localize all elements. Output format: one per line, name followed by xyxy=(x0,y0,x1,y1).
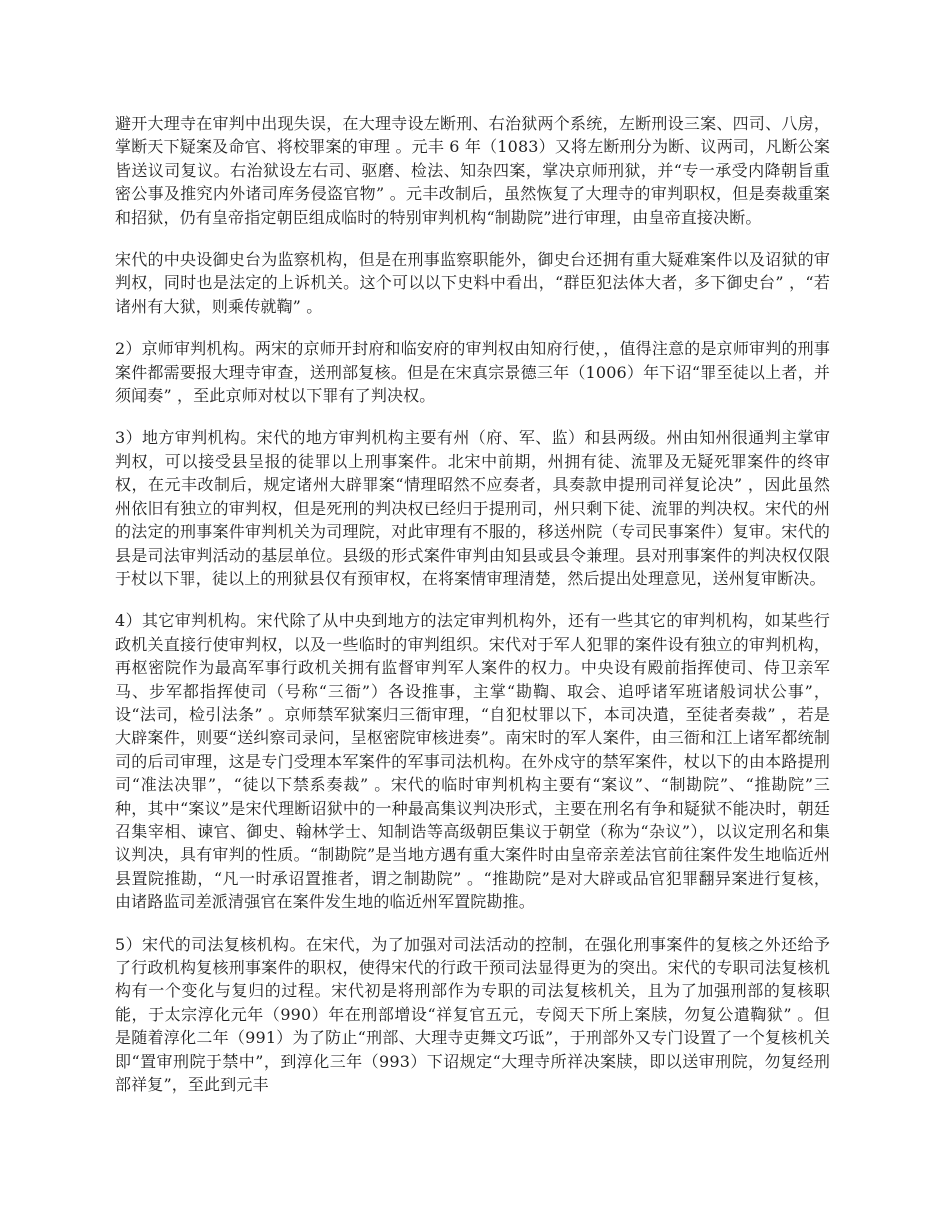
paragraph-review-bodies: 5）宋代的司法复核机构。在宋代，为了加强对司法活动的控制，在强化刑事案件的复核之外还给予了行政机构复核刑事案件的职权，使得宋代的行政干预司法显得更为的突出。宋代的专职司法复核机构有一个变化与复归的过程。宋代初是将刑部作为专职的司法复核机关，且为了加强刑部的复核职能，于太宗淳化元年（990）年在刑部增设“祥复官五元，专阅天下所上案牍，勿复公遣鞫狱” 。但是随着淳化二年（991）为了防止“刑部、大理寺吏舞文巧诋”，于刑部外又专门设置了一个复核机关即“置审刑院于禁中”，到淳化三年（993）下诏规定“大理寺所祥决案牍，即以送审刑院，勿复经刑部祥复”，至此到元丰 xyxy=(115,934,830,1095)
paragraph-local-courts: 3）地方审判机构。宋代的地方审判机构主要有州（府、军、监）和县两级。州由知州很通判主掌审判权，可以接受县呈报的徒罪以上刑事案件。北宋中前期，州拥有徒、流罪及无疑死罪案件的终审权，在元丰改制后，规定诸州大辟罪案“情理昭然不应奏者，具奏款申提刑司祥复论决” ，因此虽然州依旧有独立的审判权，但是死刑的判决权已经归于提刑司，州只剩下徒、流罪的判决权。宋代的州的法定的刑事案件审判机关为司理院，对此审理有不服的，移送州院（专司民事案件）复审。宋代的县是司法审判活动的基层单位。县级的形式案件审判由知县或县令兼理。县对刑事案件的判决权仅限于杖以下罪，徒以上的刑狱县仅有预审权，在将案情审理清楚，然后提出处理意见，送州复审断决。 xyxy=(115,428,830,588)
paragraph-censorate: 宋代的中央设御史台为监察机构，但是在刑事监察职能外，御史台还拥有重大疑难案件以及诏狱的审判权，同时也是法定的上诉机关。这个可以以下史料中看出，“群臣犯法体大者，多下御史台” ，“若诸州有大狱，则乘传就鞫” 。 xyxy=(115,250,830,316)
paragraph-other-courts: 4）其它审判机构。宋代除了从中央到地方的法定审判机构外，还有一些其它的审判机构，如某些行政机关直接行使审判权，以及一些临时的审判组织。宋代对于军人犯罪的案件设有独立的审判机构，再枢密院作为最高军事行政机关拥有监督审判军人案件的权力。中央设有殿前指挥使司、侍卫亲军马、步军都指挥使司（号称“三衙”）各设推事，主掌“勘鞫、取会、追呼诸军班诸般词状公事”，设“法司，检引法条” 。京师禁军狱案归三衙审理，“自犯杖罪以下，本司决遣，至徒者奏裁” ，若是大辟案件，则要“送纠察司录问，呈枢密院审核进奏”。南宋时的军人案件，由三衙和江上诸军都统制司的后司审理，这是专门受理本军案件的军事司法机构。在外戍守的禁军案件，杖以下的由本路提刑司“准法决罪”，“徒以下禁系奏裁” 。宋代的临时审判机构主要有“案议”、“制勘院”、“推勘院”三种，其中“案议”是宋代理断诏狱中的一种最高集议判决形式，主要在刑名有争和疑狱不能决时，朝廷召集宰相、谏官、御史、翰林学士、知制诰等高级朝臣集议于朝堂（称为“杂议”），以议定刑名和集议判决，具有审判的性质。“制勘院”是当地方遇有重大案件时由皇帝亲差法官前往案件发生地临近州县置院推勘，“凡一时承诏置推者，谓之制勘院” 。“推勘院”是对大辟或品官犯罪翻异案进行复核，由诸路监司差派清强官在案件发生地的临近州军置院勘推。 xyxy=(115,611,830,912)
paragraph-capital-courts: 2）京师审判机构。两宋的京师开封府和临安府的审判权由知府行使，，值得注意的是京师审判的刑事案件都需要报大理寺审查，送刑部复核。但是在宋真宗景德三年（1006）年下诏“罪至徒以上者，并须闻奏” ，至此京师对杖以下罪有了判决权。 xyxy=(115,339,830,406)
paragraph-dali-temple: 避开大理寺在审判中出现失误，在大理寺设左断刑、右治狱两个系统，左断刑设三案、四司、八房，掌断天下疑案及命官、将校罪案的审理 。元丰 6 年（1083）又将左断刑分为断、议两司，凡断公案皆送议司复议。右治狱设左右司、驱磨、检法、知杂四案，掌决京师刑狱，并“专一承受内降朝旨重密公事及推究内外诸司库务侵盗官物” 。元丰改制后，虽然恢复了大理寺的审判职权，但是奏裁重案和招狱，仍有皇帝指定朝臣组成临时的特别审判机构“制勘院”进行审理，由皇帝直接决断。 xyxy=(115,114,830,227)
document-body xyxy=(115,112,830,1115)
